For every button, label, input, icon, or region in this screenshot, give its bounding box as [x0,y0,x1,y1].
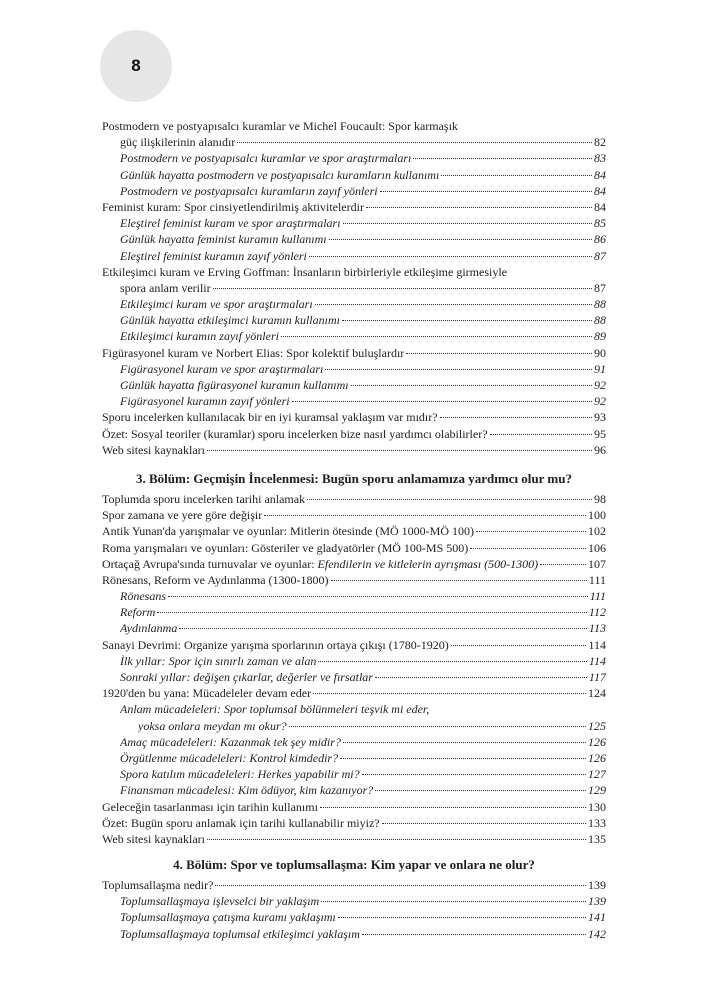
toc-entry [102,361,606,377]
dot-leader [382,823,586,824]
toc-entry-title: Roma yarışmaları ve oyunları: Gösteriler ve gladyatörler (MÖ 100-MS 500) [102,540,469,555]
toc-entry [102,215,606,231]
toc-entry-title: Rönesans, Reform ve Aydınlanma (1300-1800) [102,572,329,587]
dot-leader [470,548,586,549]
toc-entry-page: 139 [588,878,606,893]
toc-entry-title: Toplumsallaşmaya çatışma kuramı yaklaşımı [120,910,336,925]
toc-entry [102,134,606,150]
toc-entry-page: 127 [588,767,606,782]
toc-entry [102,280,606,296]
dot-leader [375,677,587,678]
toc-entry [102,150,606,166]
toc-entry-title: Figürasyonel kuramın zayıf yönleri [120,394,290,409]
toc-entry [102,893,606,909]
dot-leader [315,304,592,305]
toc-entry [102,296,606,312]
dot-leader [207,839,586,840]
toc-entry-page: 111 [588,572,606,587]
toc-entry-page: 91 [594,361,606,376]
toc-entry [102,685,606,701]
dot-leader [340,758,586,759]
chapter-4-heading: 4. Bölüm: Spor ve toplumsallaşma: Kim yapar ve onlara ne olur? [173,857,535,873]
toc-entry [102,909,606,925]
toc-entry [102,523,606,539]
toc-entry-page: 87 [594,280,606,295]
toc-entry-title: Günlük hayatta postmodern ve postyapısalcı kuramların kullanımı [120,167,440,182]
toc-entry-title: Toplumda sporu incelerken tarihi anlamak [102,491,306,506]
toc-entry-page: 106 [588,540,606,555]
toc-entry [102,328,606,344]
toc-entry [102,782,606,798]
toc-entry-title: Finansman mücadelesi: Kim ödüyor, kim kazanıyor? [120,783,374,798]
toc-entry-title: Toplumsallaşma nedir? [102,878,214,893]
toc-entry-title: Aydınlanma [120,621,178,636]
dot-leader [375,790,586,791]
toc-entry-page: 88 [594,313,606,328]
toc-entry-page: 89 [594,329,606,344]
toc-entry [102,231,606,247]
toc-entry [102,442,606,458]
toc-entry-title: Sporu incelerken kullanılacak bir en iyi kuramsal yaklaşım var mıdır? [102,410,438,425]
toc-entry-title: Örgütlenme mücadeleleri: Kontrol kimdedir? [120,750,339,765]
dot-leader [362,774,586,775]
dot-leader [441,175,592,176]
toc-entry [102,831,606,847]
dot-leader [406,353,592,354]
toc-entry-page: 139 [588,894,606,909]
toc-entry-page: 126 [588,750,606,765]
page-number-badge [100,30,172,102]
toc-entry-title: Amaç mücadeleleri: Kazanmak tek şey midir? [120,734,341,749]
toc-entry-page: 113 [588,621,606,636]
toc-entry [102,620,606,636]
toc-entry [102,426,606,442]
toc-entry-page: 87 [594,248,606,263]
toc-entry-title: Etkileşimci kuramın zayıf yönleri [120,329,279,344]
toc-entry [102,877,606,893]
toc-entry [102,248,606,264]
dot-leader [451,645,587,646]
toc-entry-page: 111 [589,589,606,604]
dot-leader [329,239,592,240]
toc-entry-page: 84 [594,199,606,214]
dot-leader [413,158,592,159]
toc-entry-title: Web sitesi kaynakları [102,442,206,457]
toc-entry-page: 88 [594,297,606,312]
toc-entry [102,604,606,620]
toc-section-chapter4 [102,877,606,942]
toc-entry [102,669,606,685]
toc-entry [102,199,606,215]
toc-entry-title: Antik Yunan'da yarışmalar ve oyunlar: Mitlerin ötesinde (MÖ 1000-MÖ 100) [102,524,474,539]
toc-entry [102,815,606,831]
toc-entry-title: Toplumsallaşmaya işlevselci bir yaklaşım [120,894,320,909]
toc-entry-page: 98 [594,491,606,506]
toc-entry-page: 92 [594,394,606,409]
toc-entry-title: Spor zamana ve yere göre değişir [102,508,263,523]
dot-leader [366,207,592,208]
dot-leader [168,596,588,597]
toc-entry-title: Etkileşimci kuram ve Erving Goffman: İnsanların birbirleriyle etkileşime girmesiyle [102,264,507,279]
toc-section-chapter3 [102,491,606,847]
dot-leader [179,628,587,629]
toc-entry-title: güç ilişkilerinin alanıdır [120,135,236,150]
dot-leader [476,531,586,532]
toc-entry-title: Sanayi Devrimi: Organize yarışma sporlarının ortaya çıkışı (1780-1920) [102,637,449,652]
toc-entry [102,701,606,717]
table-of-contents [102,118,606,942]
toc-entry-page: 84 [594,183,606,198]
toc-entry [102,926,606,942]
toc-entry-title: spora anlam verilir [120,280,211,295]
toc-entry-page: 93 [594,410,606,425]
toc-entry [102,393,606,409]
toc-entry [102,734,606,750]
toc-entry-title: Reform [120,605,156,620]
toc-entry-title: Özet: Sosyal teoriler (kuramlar) sporu incelerken bize nasıl yardımcı olabilirler? [102,426,488,441]
dot-leader [490,434,592,435]
dot-leader [343,223,592,224]
toc-entry [102,345,606,361]
dot-leader [207,450,592,451]
dot-leader [338,917,586,918]
dot-leader [440,417,592,418]
dot-leader [321,901,586,902]
toc-entry [102,718,606,734]
toc-entry-title: İlk yıllar: Spor için sınırlı zaman ve alan [120,653,317,668]
toc-entry-page: 102 [588,524,606,539]
toc-entry [102,799,606,815]
toc-entry-page: 125 [588,718,606,733]
dot-leader [325,369,592,370]
toc-entry [102,118,606,134]
dot-leader [318,661,587,662]
dot-leader [351,385,592,386]
toc-entry-page: 107 [588,556,606,571]
dot-leader [380,191,592,192]
toc-entry-page: 90 [594,345,606,360]
toc-entry [102,409,606,425]
dot-leader [237,142,592,143]
toc-entry-title: Günlük hayatta feminist kuramın kullanımı [120,232,327,247]
toc-entry-title: Figürasyonel kuram ve Norbert Elias: Spor kolektif buluşlardır [102,345,405,360]
toc-entry [102,556,606,572]
dot-leader [215,885,586,886]
toc-entry-title: Spora katılım mücadeleleri: Herkes yapabilir mi? [120,767,360,782]
toc-entry-page: 135 [588,831,606,846]
toc-entry [102,637,606,653]
toc-entry-page: 133 [588,815,606,830]
toc-entry-title: Toplumsallaşmaya toplumsal etkileşimci yaklaşım [120,926,360,941]
dot-leader [292,401,592,402]
toc-entry-page: 114 [588,637,606,652]
toc-entry-page: 130 [588,799,606,814]
toc-entry-title: Eleştirel feminist kuram ve spor araştırmaları [120,216,341,231]
toc-entry-page: 86 [594,232,606,247]
toc-entry-page: 84 [594,167,606,182]
toc-entry-title: Figürasyonel kuram ve spor araştırmaları [120,361,324,376]
toc-entry [102,264,606,280]
dot-leader [281,336,592,337]
dot-leader [307,499,592,500]
toc-entry-title: Etkileşimci kuram ve spor araştırmaları [120,297,313,312]
toc-entry [102,312,606,328]
toc-entry-title: yoksa onlara meydan mı okur? [138,718,287,733]
toc-entry-page: 83 [594,151,606,166]
dot-leader [331,580,587,581]
toc-entry-page: 100 [588,508,606,523]
toc-entry-page: 141 [588,910,606,925]
toc-entry [102,377,606,393]
toc-entry-title: Postmodern ve postyapısalcı kuramların zayıf yönleri [120,183,378,198]
toc-entry-page: 126 [588,734,606,749]
dot-leader [313,693,586,694]
toc-entry-page: 82 [594,135,606,150]
toc-entry-page: 95 [594,426,606,441]
toc-entry-title: Sonraki yıllar: değişen çıkarlar, değerler ve fırsatlar [120,670,373,684]
toc-entry [102,507,606,523]
dot-leader [342,320,592,321]
toc-entry-title: Feminist kuram: Spor cinsiyetlendirilmiş aktivitelerdir [102,199,364,214]
toc-entry-page: 92 [594,378,606,392]
toc-entry-page: 142 [588,926,606,941]
dot-leader [362,934,586,935]
page-number: 8 [131,56,141,75]
toc-entry-title: Postmodern ve postyapısalcı kuramlar ve Michel Foucault: Spor karmaşık [102,119,458,133]
toc-entry-title: Postmodern ve postyapısalcı kuramlar ve spor araştırmaları [120,151,412,166]
toc-entry [102,491,606,507]
dot-leader [320,807,586,808]
dot-leader [213,288,592,289]
toc-entry-title: Geleceğin tasarlanması için tarihin kullanımı [102,799,318,814]
toc-entry-title: Ortaçağ Avrupa'sında turnuvalar ve oyunlar: Efendilerin ve kitlelerin ayrışması (500-1300) [102,556,539,571]
toc-entry [102,588,606,604]
toc-entry-title: Günlük hayatta etkileşimci kuramın kullanımı [120,313,340,328]
dot-leader [343,742,586,743]
toc-entry-title: Özet: Bugün sporu anlamak için tarihi kullanabilir miyiz? [102,815,380,830]
toc-entry [102,572,606,588]
toc-entry-page: 124 [588,686,606,701]
toc-entry [102,167,606,183]
toc-entry [102,540,606,556]
toc-entry [102,653,606,669]
chapter-3-heading: 3. Bölüm: Geçmişin İncelenmesi: Bugün sporu anlamamıza yardımcı olur mu? [136,470,572,486]
toc-entry-title: Rönesans [120,589,166,604]
toc-entry-title: Eleştirel feminist kuramın zayıf yönleri [120,248,307,263]
toc-entry-page: 112 [588,605,606,620]
toc-entry-page: 114 [588,653,606,668]
toc-entry-title: Günlük hayatta figürasyonel kuramın kullanımı [120,378,349,392]
toc-entry-page: 117 [588,670,606,684]
toc-entry-title: Web sitesi kaynakları [102,831,206,846]
toc-entry [102,750,606,766]
dot-leader [264,515,586,516]
toc-entry-page: 96 [594,442,606,457]
dot-leader [540,564,586,565]
dot-leader [157,612,587,613]
toc-entry-title: 1920'den bu yana: Mücadeleler devam eder [102,686,312,701]
toc-entry-page: 85 [594,216,606,231]
toc-entry [102,183,606,199]
dot-leader [289,726,586,727]
toc-entry-page: 129 [588,783,606,798]
toc-section-chapter2-end [102,118,606,458]
toc-entry [102,766,606,782]
toc-entry-title: Anlam mücadeleleri: Spor toplumsal bölünmeleri teşvik mi eder, [120,702,430,717]
dot-leader [309,256,592,257]
